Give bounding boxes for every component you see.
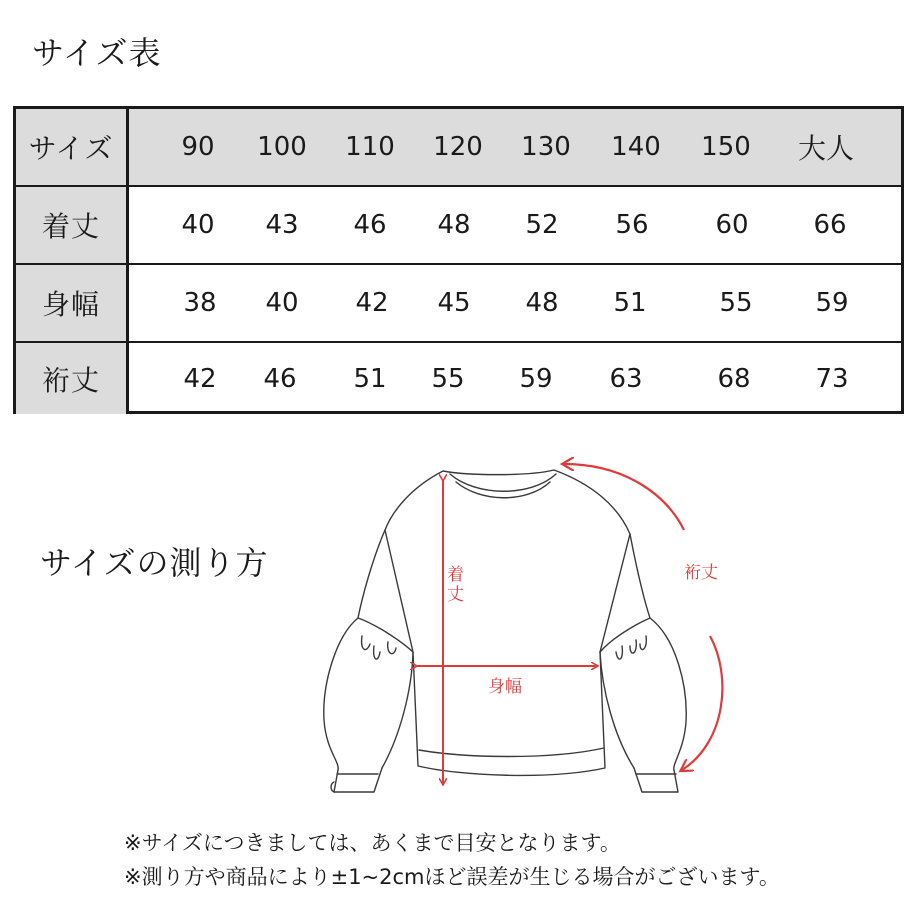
sleeve-label: 裄丈	[684, 563, 718, 583]
table-cell: 52	[525, 210, 559, 240]
size-header: 90	[181, 132, 215, 162]
table-cell: 48	[437, 210, 471, 240]
table-cell: 51	[613, 288, 647, 318]
sweatshirt-outline	[324, 470, 686, 792]
sleeve-arrow-lower	[682, 636, 722, 770]
table-cell: 55	[719, 288, 753, 318]
table-cell: 59	[519, 363, 553, 394]
size-header: 120	[433, 132, 483, 162]
table-cell: 46	[263, 363, 297, 394]
table-cell: 42	[183, 363, 217, 394]
table-cell: 51	[353, 363, 387, 394]
table-cell: 68	[717, 363, 751, 394]
size-header: 140	[611, 132, 661, 162]
table-cell: 43	[265, 210, 299, 240]
header-label: サイズ	[16, 109, 129, 185]
table-cell: 55	[431, 363, 465, 394]
table-row	[16, 263, 901, 341]
size-header: 100	[257, 132, 307, 162]
row-label: 着丈	[16, 187, 129, 263]
table-cell: 45	[437, 288, 471, 318]
table-cell: 63	[609, 363, 643, 394]
length-label-1: 着	[447, 565, 464, 585]
table-header-row	[16, 109, 901, 185]
size-header: 130	[521, 132, 571, 162]
size-header: 150	[701, 132, 751, 162]
table-cell: 38	[183, 288, 217, 318]
table-row	[16, 185, 901, 263]
table-cell: 46	[353, 210, 387, 240]
size-table	[13, 106, 904, 414]
table-cell: 66	[813, 210, 847, 240]
table-cell: 40	[181, 210, 215, 240]
page-title: サイズ表	[32, 34, 162, 72]
table-cell: 40	[265, 288, 299, 318]
table-cell: 73	[815, 363, 849, 394]
table-cell: 59	[815, 288, 849, 318]
sweatshirt-diagram	[300, 440, 760, 810]
row-label: 裄丈	[16, 343, 129, 414]
table-cell: 56	[615, 210, 649, 240]
table-cell: 48	[525, 288, 559, 318]
notes	[124, 826, 780, 894]
measure-title: サイズの測り方	[40, 544, 269, 582]
length-label-2: 丈	[447, 585, 464, 605]
width-label: 身幅	[488, 677, 522, 697]
size-header: 大人	[797, 132, 854, 165]
table-row	[16, 341, 901, 414]
sleeve-arrow-upper	[564, 464, 684, 530]
size-header: 110	[345, 132, 395, 162]
table-cell: 42	[355, 288, 389, 318]
table-cell: 60	[715, 210, 749, 240]
row-label: 身幅	[16, 265, 129, 341]
note-line: ※測り方や商品により±1~2cmほど誤差が生じる場合がございます。	[124, 865, 780, 889]
note-line: ※サイズにつきましては、あくまで目安となります。	[124, 831, 621, 855]
